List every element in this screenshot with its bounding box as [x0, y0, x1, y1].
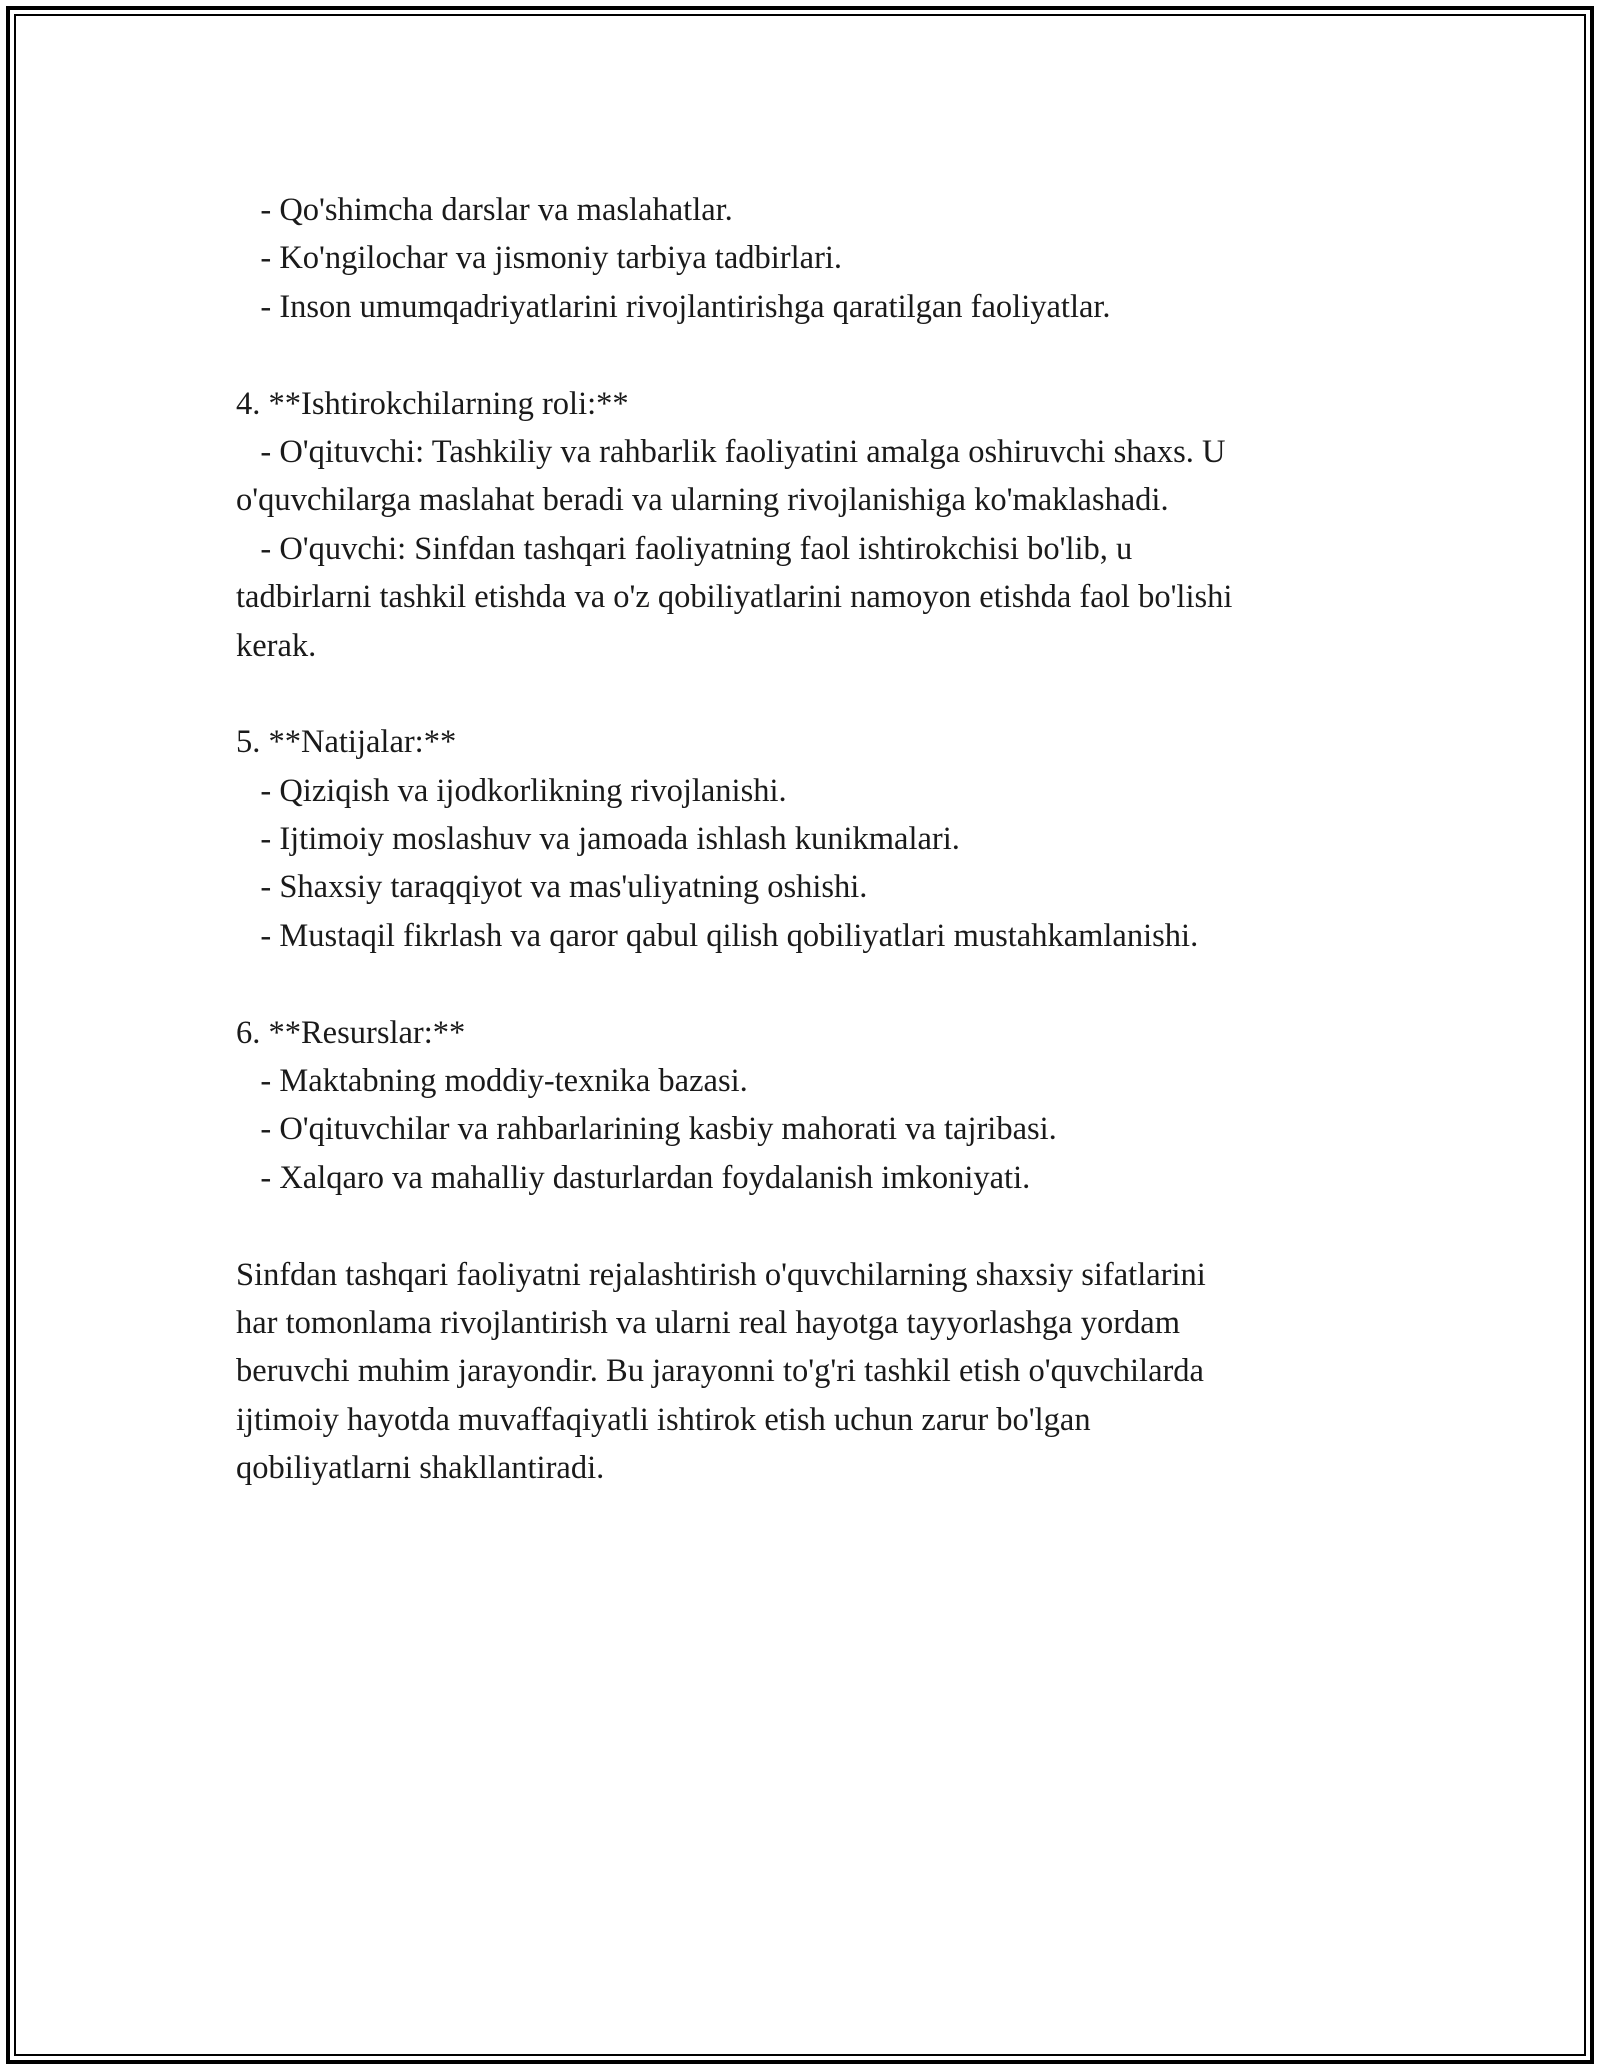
section-line: - O'qituvchi: Tashkiliy va rahbarlik faoliyatini amalga oshiruvchi shaxs. U [236, 433, 1226, 470]
list-item: - Mustaqil fikrlash va qaror qabul qilish qobiliyatlari mustahkamlanishi. [236, 917, 1199, 954]
list-item: - Xalqaro va mahalliy dasturlardan foydalanish imkoniyati. [236, 1159, 1031, 1196]
document-body [236, 186, 1386, 1493]
paragraph-line: qobiliyatlarni shakllantiradi. [236, 1450, 605, 1487]
list-item: - Qiziqish va ijodkorlikning rivojlanishi. [236, 772, 787, 809]
paragraph-gap [236, 960, 1386, 1008]
section-participants-role [236, 380, 1386, 670]
paragraph-line: har tomonlama rivojlantirish va ularni real hayotga tayyorlashga yordam [236, 1304, 1181, 1341]
list-item: - O'qituvchilar va rahbarlarining kasbiy mahorati va tajribasi. [236, 1111, 1057, 1148]
list-item: - Inson umumqadriyatlarini rivojlantirishga qaratilgan faoliyatlar. [236, 288, 1111, 325]
list-item: - Ijtimoiy moslashuv va jamoada ishlash kunikmalari. [236, 821, 960, 858]
list-item: - Maktabning moddiy-texnika bazasi. [236, 1063, 748, 1100]
list-item: - Ko'ngilochar va jismoniy tarbiya tadbirlari. [236, 240, 843, 277]
intro-bullet-list [236, 186, 1386, 331]
paragraph-gap [236, 331, 1386, 379]
section-heading: 5. **Natijalar:** [236, 724, 457, 761]
section-line: o'quvchilarga maslahat beradi va ularning rivojlanishiga ko'maklashadi. [236, 482, 1169, 519]
section-heading: 4. **Ishtirokchilarning roli:** [236, 385, 629, 422]
paragraph-gap [236, 1202, 1386, 1250]
paragraph-line: ijtimoiy hayotda muvaffaqiyatli ishtirok etish uchun zarur bo'lgan [236, 1401, 1091, 1438]
section-line: tadbirlarni tashkil etishda va o'z qobiliyatlarini namoyon etishda faol bo'lishi [236, 579, 1233, 616]
section-heading: 6. **Resurslar:** [236, 1014, 466, 1051]
paragraph-line: Sinfdan tashqari faoliyatni rejalashtirish o'quvchilarning shaxsiy sifatlarini [236, 1256, 1206, 1293]
list-item: - Qo'shimcha darslar va maslahatlar. [236, 192, 733, 228]
section-line: - O'quvchi: Sinfdan tashqari faoliyatning faol ishtirokchisi bo'lib, u [236, 530, 1133, 567]
list-item: - Shaxsiy taraqqiyot va mas'uliyatning oshishi. [236, 869, 868, 906]
section-results [236, 718, 1386, 960]
section-line: kerak. [236, 627, 317, 664]
paragraph-gap [236, 670, 1386, 718]
section-resources [236, 1009, 1386, 1203]
conclusion-paragraph [236, 1251, 1386, 1493]
paragraph-line: beruvchi muhim jarayondir. Bu jarayonni to'g'ri tashkil etish o'quvchilarda [236, 1353, 1204, 1390]
